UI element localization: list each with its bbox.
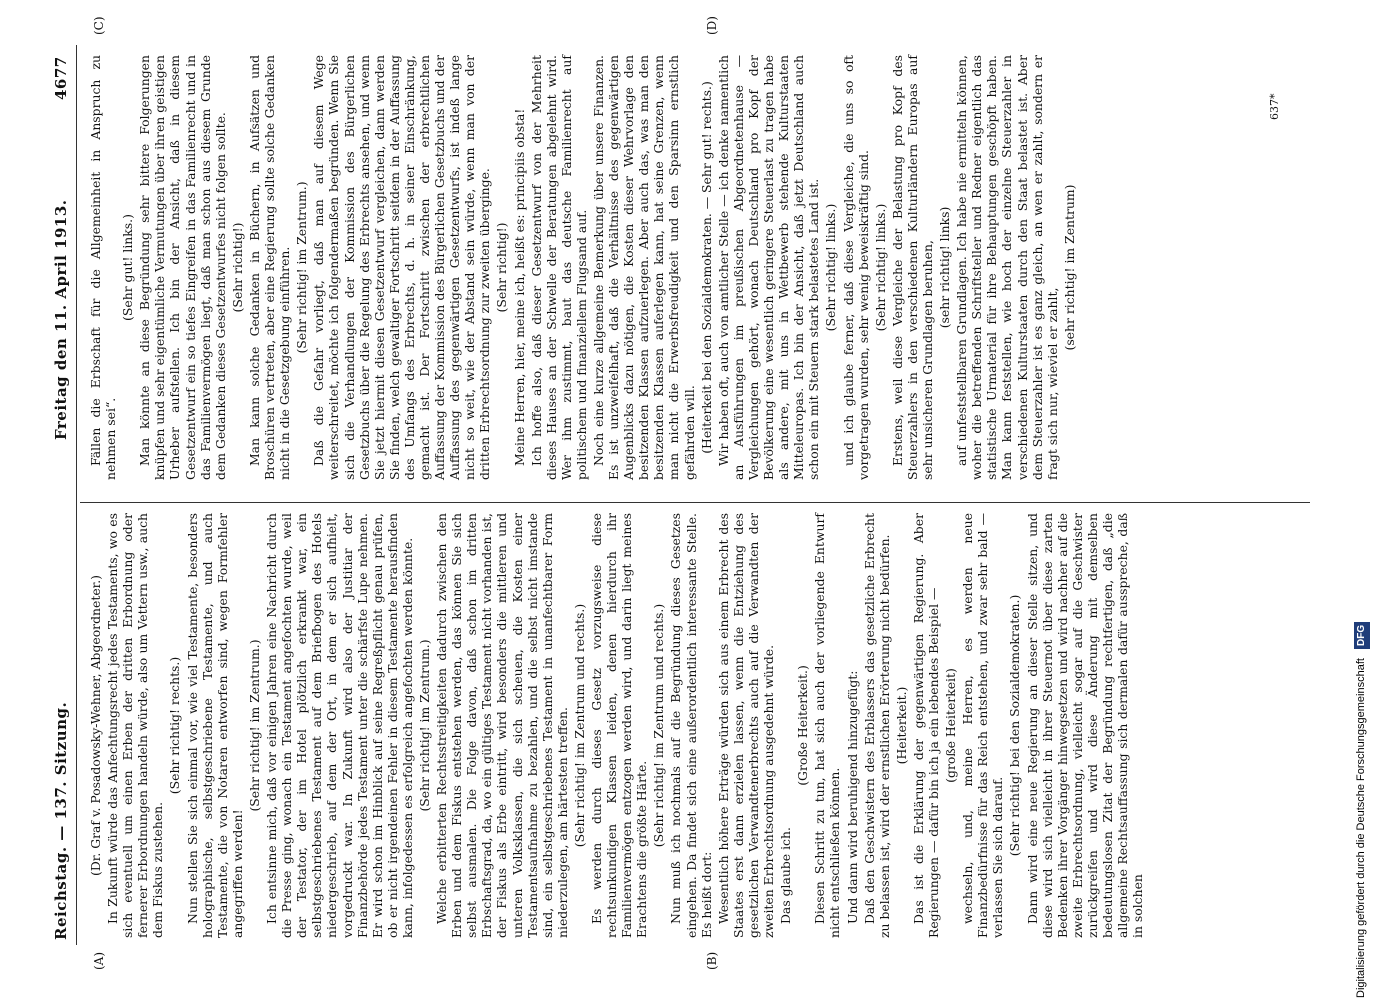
margin-mark-a: (A) (92, 951, 106, 970)
footer-mark: 637* (1268, 93, 1281, 120)
paragraph: (Dr. Graf v. Posadowsky-Wehner, Abgeordneter.) (88, 575, 103, 876)
paragraph: (Sehr richtig! im Zentrum.) (294, 181, 310, 354)
paragraph: (sehr richtig! links) (937, 206, 953, 329)
digitization-credit (1350, 8, 1372, 998)
paragraph: Wesentlich höhere Erträge würden sich aus einem Erbrecht des Staates erst dann erzielen lassen, wenn die Entziehung des gesetzlichen Verwandtenerbrechts auch auf die Verwandten der zweiten Erbrechtsordnung ausgedehnt würde. (715, 513, 777, 938)
paragraph: Man kann solche Gedanken in Büchern, in Aufsätzen und Broschüren vertreten, aber eine Regierung sollte solche Gedanken nicht in die Gesetzgebung einführen. (246, 55, 293, 480)
paragraph: (Sehr richtig! im Zentrum.) (416, 639, 432, 812)
paragraph: (Sehr richtig!) (494, 222, 510, 313)
paragraph: (Sehr richtig!) (229, 222, 245, 313)
margin-mark-d: (D) (705, 16, 719, 35)
paragraph: Daß den Geschwistern des Erblassers das gesetzliche Erbrecht zu belassen ist, wird der ernstlichen Erörterung nicht bedürfen. (861, 513, 892, 938)
paragraph: Und dann wird beruhigend hinzugefügt: (844, 670, 860, 924)
paragraph: wechseln, und, meine Herren, es werden neue Finanzbedürfnisse für das Reich entstehen, und zwar sehr bald — verlassen Sie sich darauf. (960, 513, 1006, 938)
paragraph: In Zukunft würde das Anfechtungsrecht jedes Testaments, wo es sich eventuell um einen Erben der dritten Erbordnung oder fernerer Erbordnungen handeln würde, also um Vettern usw., auch dem Fiskus zustehen. (105, 513, 166, 938)
paragraph: Das ist die Erklärung der gegenwärtigen Regierung. Aber Regierungen — dafür bin ich ja ein lebendes Beispiel — (910, 513, 941, 938)
paragraph: Daß die Gefahr vorliegt, daß man auf diesem Wege weiterschreitet, möchte ich folgendermaßen begründen. Wenn Sie sich die Verhandlungen der Kommission des Bürgerlichen Gesetzbuchs über die Regelung des Erbrechts ansehen, und wenn Sie jetzt hiermit diesen Gesetzentwurf vergleichen, dann werden Sie finden, welch gewaltiger Fortschritt seitdem in der Auffassung des Umfangs des Erbrechts, d. h. in seiner Einschränkung, gemacht ist. Der Fortschritt zwischen der erbrechtlichen Auffassung der Kommission des Bürgerlichen Gesetzbuchs und der Auffassung des gegenwärtigen Gesetzentwurfs, ist indeß lange nicht so weit, wie der Abstand sein würde, wenn man von der dritten Erbrechtsordnung zur zweiten überginge. (311, 55, 493, 480)
dfg-logo: DFG (1354, 622, 1370, 649)
paragraph: und ich glaube ferner, daß diese Vergleiche, die uns so oft vorgetragen wurden, sehr wenig beweiskräftig sind. (840, 55, 871, 480)
paragraph: (Sehr richtig! links.) (823, 203, 839, 332)
paragraph: (große Heiterkeit) (943, 668, 959, 783)
right-column (88, 55, 1079, 480)
paragraph: auf unfeststellbaren Grundlagen. Ich habe nie ermitteln können, woher die betreffenden Schriftsteller und Redner eigentlich das statistische Urmaterial für ihre Behauptungen geschöpft haben. Man kann feststellen, wie hoch der einzelne Steuerzahler in verschiedenen Kulturstaaten durch den Staat belastet ist. Aber dem Steuerzahler ist es ganz gleich, an wen er zahlt, sondern er fragt sich nur, wieviel er zahlt, (954, 55, 1060, 480)
paragraph: (Heiterkeit.) (893, 686, 909, 765)
running-head-date: Freitag den 11. April 1913. (52, 199, 70, 440)
paragraph: Ich entsinne mich, daß vor einigen Jahren eine Nachricht durch die Presse ging, wonach ein Testament angefochten wurde, weil der Testator, der im Hotel plötzlich erkrankt war, ein selbstgeschriebenes Testament auf dem Briefbogen des Hotels niedergeschrieb, auf dem der Ort, in dem er sich aufhielt, vorgedruckt war. In Zukunft wird also der Justitiar der Finanzbehörde jedes Testament unter die schärfste Lupe nehmen. Er wird schon im Hinblick auf seine Regreßpflicht genau prüfen, ob er nicht irgendeinen Fehler in diesem Testamente herausfinden kann, infolgedessen es erfolgreich angefochten werden könnte. (264, 513, 415, 938)
credit-text: Digitalisierung gefördert durch die Deutsche Forschungsgemeinschaft (1355, 658, 1367, 998)
left-column (88, 513, 1147, 938)
paragraph: (Heiterkeit bei den Sozialdemokraten. — Sehr gut! rechts.) (698, 81, 714, 454)
paragraph: (Sehr gut! links.) (120, 214, 136, 321)
margin-mark-b: (B) (705, 951, 719, 970)
paragraph: Nun muß ich nochmals auf die Begründung dieses Gesetzes eingehen. Da findet sich eine außerordentlich interessante Stelle. Es heißt dort: (668, 513, 714, 938)
paragraph: Man könnte an diese Begründung sehr bittere Folgerungen knüpfen und sehr eigentümliche Vermutungen über ihren geistigen Urheber aufstellen. Ich bin der Ansicht, daß in diesem Gesetzentwurf ein so tiefes Eingreifen in das Familienrecht und in das Familienvermögen liegt, daß man schon aus diesem Grunde dem Gedanken dieses Gesetzentwurfes nicht folgen sollte. (137, 55, 228, 480)
paragraph: (Große Heiterkeit.) (795, 665, 811, 786)
page-number: 4677 (52, 56, 70, 100)
column-divider (80, 502, 1310, 503)
paragraph: Ich hoffe also, daß dieser Gesetzentwurf von der Mehrheit dieses Hauses an der Schwelle der Beratungen abgelehnt wird. Wer ihm zustimmt, baut das deutsche Familienrecht auf politischem und finanziellem Flugsand auf. (528, 55, 589, 480)
paragraph: (Sehr richtig! bei den Sozialdemokraten.) (1007, 594, 1023, 857)
header-rule (76, 45, 77, 945)
paragraph: Wir haben oft, auch von amtlicher Stelle — ich denke namentlich an Ausführungen im preußischen Abgeordnetenhause — Vergleichungen gehört, wonach Deutschland pro Kopf der Bevölkerung eine wesentlich geringere Steuerlast zu tragen habe als andere, mit uns in Wettbewerb stehende Kulturstaaten Mitteleuropas. Ich bin der Ansicht, daß jetzt Deutschland auch schon ein mit Steuern stark belastetes Land ist. (715, 55, 822, 480)
paragraph: Noch eine kurze allgemeine Bemerkung über unsere Finanzen. Es ist unzweifelhaft, daß die Verhältnisse des gegenwärtigen Augenblicks dazu nötigen, die Kosten dieser Wehrvorlage den besitzenden Klassen aufzuerlegen. Aber auch das, was man den besitzenden Klassen auferlegen kann, hat seine Grenzen, wenn man nicht die Erwerbsfreudigkeit und den Sparsinn ernstlich gefährden will. (591, 55, 697, 480)
paragraph: Welche erbitterten Rechtsstreitigkeiten dadurch zwischen den Erben und dem Fiskus entstehen werden, das können Sie sich selbst ausmalen. Die Folge davon, daß schon im dritten Erbschaftsgrad, da, wo ein gültiges Testament nicht vorhanden ist, der Fiskus als Erbe eintritt, wird besonders die mittleren und unteren Volksklassen, die sich scheuen, die Kosten einer Testamentsaufnahme zu bezahlen, und die selbst nicht imstande sind, ein selbstgeschriebenes Testament in unanfechtbarer Form niederzulegen, am härtesten treffen. (434, 513, 570, 938)
margin-mark-c: (C) (92, 16, 106, 35)
paragraph: (Sehr richtig! im Zentrum und rechts.) (651, 603, 667, 848)
paragraph: Diesen Schritt zu tun, hat sich auch der vorliegende Entwurf nicht entschließen können. (812, 513, 843, 938)
paragraph: Es werden durch dieses Gesetz vorzugsweise diese rechtsunkundigen Klassen leiden, denen hierdurch ihr Familienvermögen entzogen werden wird, und darin liegt meines Erachtens die größte Härte. (589, 513, 650, 938)
paragraph: Das glaube ich. (778, 827, 794, 924)
running-head-session: Reichstag. — 137. Sitzung. (52, 701, 70, 940)
paragraph: Nun stellen Sie sich einmal vor, wie viel Testamente, besonders holographische, selbstgeschriebene Testamente, und auch Testamente, die von Notaren entworfen sind, wegen Formfehler angegriffen werden! (184, 513, 245, 938)
paragraph: Meine Herren, hier, meine ich, heißt es: principiis obsta! (511, 108, 527, 466)
paragraph: (Sehr richtig! im Zentrum.) (246, 639, 262, 812)
paragraph: (Sehr richtig! links.) (872, 203, 888, 332)
paragraph: (sehr richtig! im Zentrum) (1061, 184, 1077, 351)
paragraph: Erstens, weil diese Vergleiche der Belastung pro Kopf des Steuerzahlers in den verschiedenen Kulturländern Europas auf sehr unsicheren Grundlagen beruhen, (889, 55, 935, 480)
paragraph: (Sehr richtig! im Zentrum und rechts.) (571, 603, 587, 848)
paragraph: (Sehr richtig! rechts.) (167, 656, 183, 795)
paragraph: Fällen die Erbschaft für die Allgemeinheit in Anspruch zu nehmen sei“. (88, 55, 119, 480)
paragraph: Dann wird eine neue Regierung an dieser Stelle sitzen, und diese wird sich vielleicht in ihrer Steuernot über diese zarten Bedenken ihrer Vorgänger hinwegsetzen und wird nachher auf die zweite Erbrechtsordnung, vielleicht sogar auf die Geschwister zurückgreifen und wird diese Änderung mit demselben bedeutungslosen Zitat der Begründung rechtfertigen, daß „die allgemeine Rechtsauffassung sich dermalen dafür ausspreche, daß in solchen (1024, 513, 1146, 938)
